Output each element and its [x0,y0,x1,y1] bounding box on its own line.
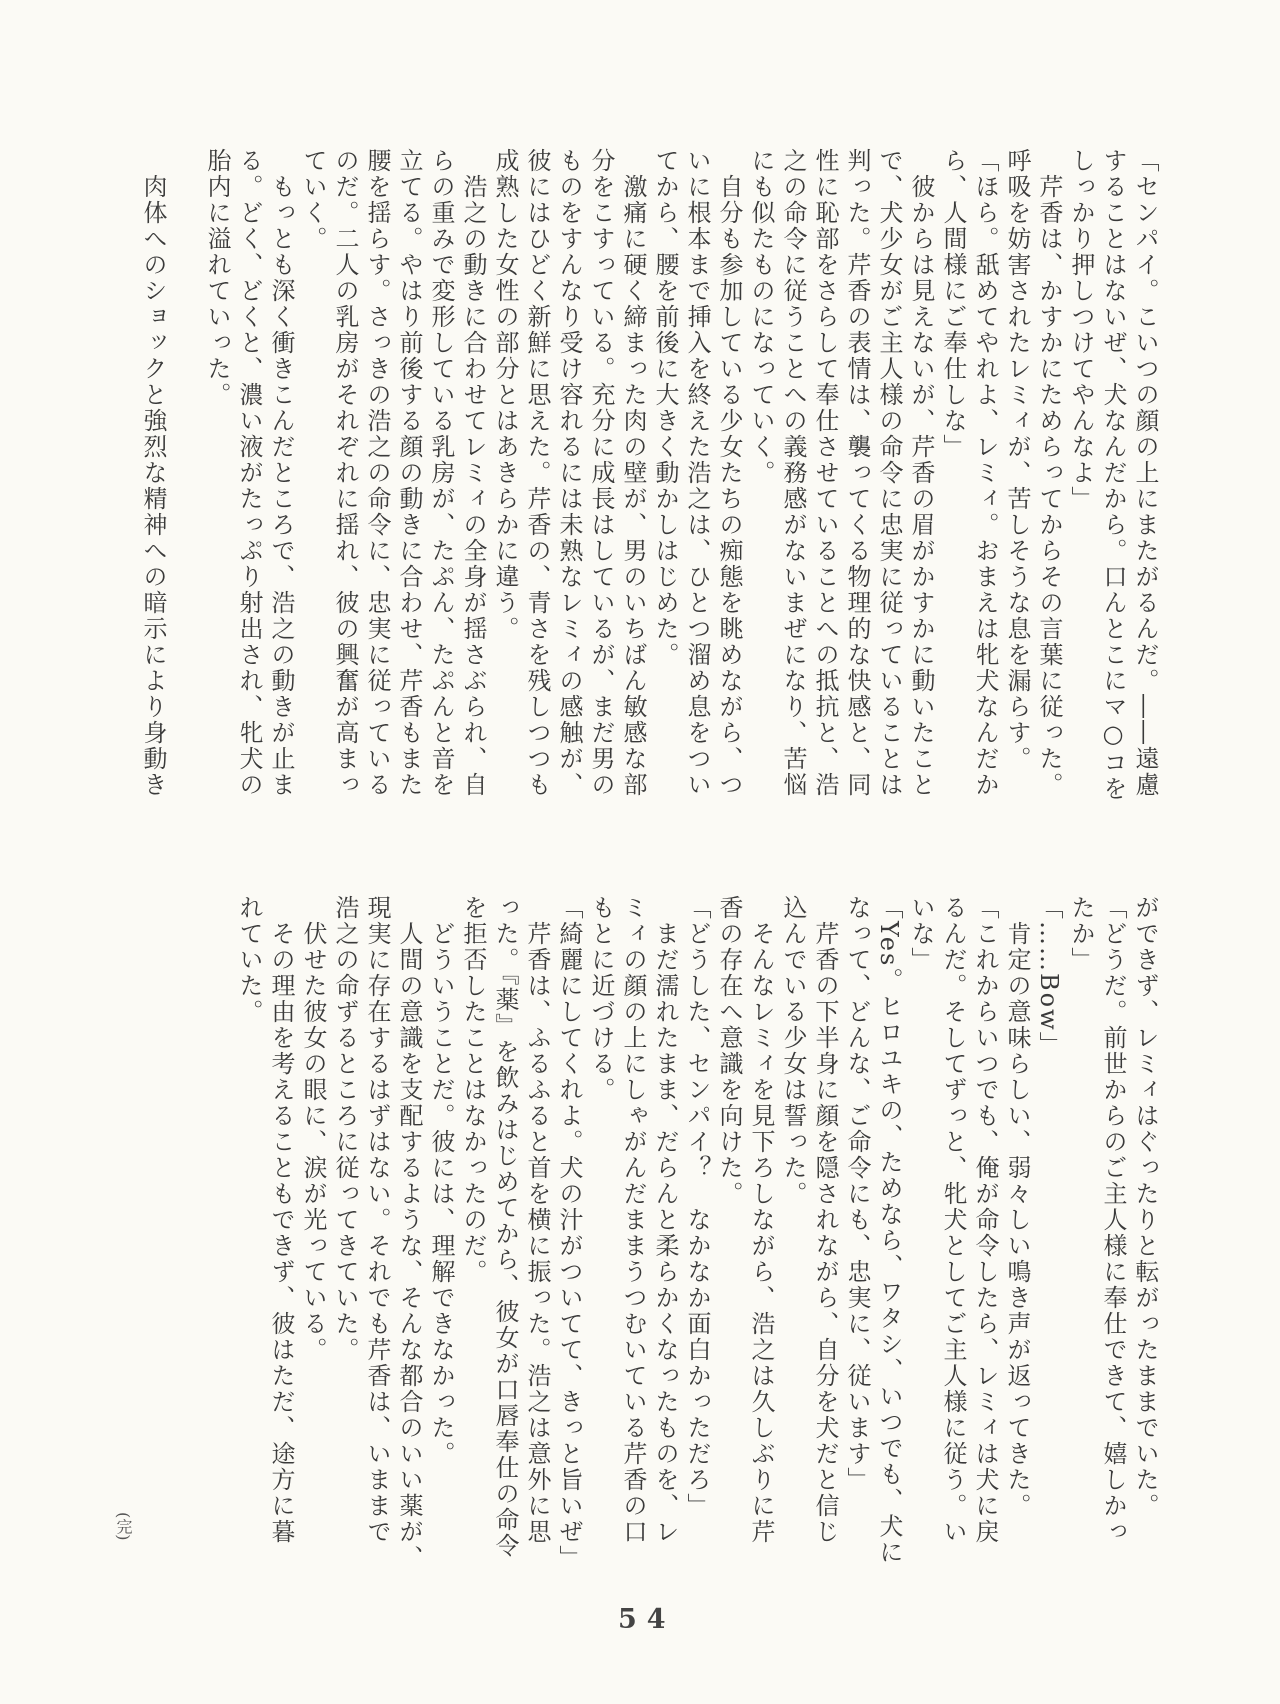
text-column: 呼吸を妨害されたレミィが、苦しそうな息を漏らす。 [1003,148,1031,772]
text-column: もっとも深く衝きこんだところで、浩之の動きが止ま [267,148,295,798]
text-column: 「これからいつでも、俺が命令したら、レミィは犬に戻 [971,895,999,1545]
text-column: 「綺麗にしてくれよ。犬の汁がついてて、きっと旨いぜ」 [555,895,583,1571]
text-column: 「センパイ。こいつの顔の上にまたがるんだ。――遠慮 [1131,148,1159,798]
text-column: 浩之の動きに合わせてレミィの全身が揺さぶられ、自 [459,148,487,798]
text-column: 立てる。やはり前後する顔の動きに合わせ、芹香もまた [395,148,423,798]
text-column: 自分も参加している少女たちの痴態を眺めながら、つ [715,148,743,798]
text-column: いに根本まで挿入を終えた浩之は、ひとつ溜め息をつい [683,148,711,798]
text-column: しっかり押しつけてやんなよ」 [1067,148,1095,512]
text-column: その理由を考えることもできず、彼はただ、途方に暮 [267,895,295,1545]
text-column: で、犬少女がご主人様の命令に忠実に従っていることは [875,148,903,798]
text-column: 肉体へのショックと強烈な精神への暗示により身動き [139,148,167,798]
end-mark: (完) [114,1512,133,1541]
text-column: 伏せた彼女の眼に、涙が光っている。 [299,895,327,1363]
text-column: いな」 [907,895,935,973]
text-column: ものをすんなり受け容れるには未熟なレミィの感触が、 [555,148,583,798]
text-column: 之の命令に従うことへの義務感がないまぜになり、苦悩 [779,148,807,798]
text-column: ミィの顔の上にしゃがんだままうつむいている芹香の口 [619,895,647,1545]
text-column: 浩之の命ずるところに従ってきていた。 [331,895,359,1363]
text-column: 込んでいる少女は誓った。 [779,895,807,1207]
text-column: 彼からは見えないが、芹香の眉がかすかに動いたこと [907,148,935,798]
text-column: 成熟した女性の部分とはあきらかに違う。 [491,148,519,642]
text-column: を拒否したことはなかったのだ。 [459,895,487,1285]
text-column: 判った。芹香の表情は、襲ってくる物理的な快感と、同 [843,148,871,798]
text-column: 「……Bow」 [1035,895,1063,1058]
text-column: 「どうした、センパイ？ なかなか面白かっただろ」 [683,895,711,1519]
text-column: 胎内に溢れていった。 [203,148,231,408]
text-column: った。『薬』を飲みはじめてから、彼女が口唇奉仕の命令 [491,895,519,1559]
text-column: 芹香の下半身に顔を隠されながら、自分を犬だと信じ [811,895,839,1545]
text-column: 現実に存在するはずはない。それでも芹香は、いままで [363,895,391,1545]
text-column: 分をこすっている。充分に成長はしているが、まだ男の [587,148,615,798]
text-column: る。どく、どくと、濃い液がたっぷり射出され、牝犬の [235,148,263,798]
text-column: なって、どんな、ご命令にも、忠実に、従います」 [843,895,871,1493]
text-column: 「ほら。舐めてやれよ、レミィ。おまえは牝犬なんだか [971,148,999,798]
text-column: そんなレミィを見下ろしながら、浩之は久しぶりに芹 [747,895,775,1545]
text-column: することはないぜ、犬なんだから。口んとこにマ○コを [1099,148,1127,802]
text-column: るんだ。そしてずっと、牝犬としてご主人様に従う。い [939,895,967,1545]
text-column: もとに近づける。 [587,895,615,1103]
text-column: てから、腰を前後に大きく動かしはじめた。 [651,148,679,668]
text-column: 彼にはひどく新鮮に思えた。芹香の、青さを残しつつも [523,148,551,798]
text-column: らの重みで変形している乳房が、たぷん、たぷんと音を [427,148,455,798]
text-column: にも似たものになっていく。 [747,148,775,486]
text-column: まだ濡れたまま、だらんと柔らかくなったものを、レ [651,895,679,1545]
text-column: 性に恥部をさらして奉仕させていることへの抵抗と、浩 [811,148,839,798]
text-column: 肯定の意味らしい、弱々しい鳴き声が返ってきた。 [1003,895,1031,1519]
text-column: ができず、レミィはぐったりと転がったままでいた。 [1131,895,1159,1519]
text-column: 芹香は、ふるふると首を横に振った。浩之は意外に思 [523,895,551,1545]
text-column: 人間の意識を支配するような、そんな都合のいい薬が、 [395,895,423,1571]
text-column: ら、人間様にご奉仕しな」 [939,148,967,460]
text-column [169,148,201,808]
text-column: ていく。 [299,148,327,252]
text-column: 香の存在へ意識を向けた。 [715,895,743,1207]
text-column: たか」 [1067,895,1095,973]
text-column: 「どうだ。前世からのご主人様に奉仕できて、嬉しかっ [1099,895,1127,1545]
text-column: どういうことだ。彼には、理解できなかった。 [427,895,455,1467]
upper-text-block [137,148,1161,808]
text-column: 「Yes。ヒロユキの、ためなら、ワタシ、いつでも、犬に [875,895,903,1566]
text-column: 芹香は、かすかにためらってからその言葉に従った。 [1035,148,1063,798]
lower-text-block [233,895,1161,1571]
text-column: 激痛に硬く締まった肉の壁が、男のいちばん敏感な部 [619,148,647,798]
text-column: れていた。 [235,895,263,1025]
text-column: のだ。二人の乳房がそれぞれに揺れ、彼の興奮が高まっ [331,148,359,798]
page-number: 54 [618,1604,676,1635]
text-column: 腰を揺らす。さっきの浩之の命令に、忠実に従っている [363,148,391,798]
